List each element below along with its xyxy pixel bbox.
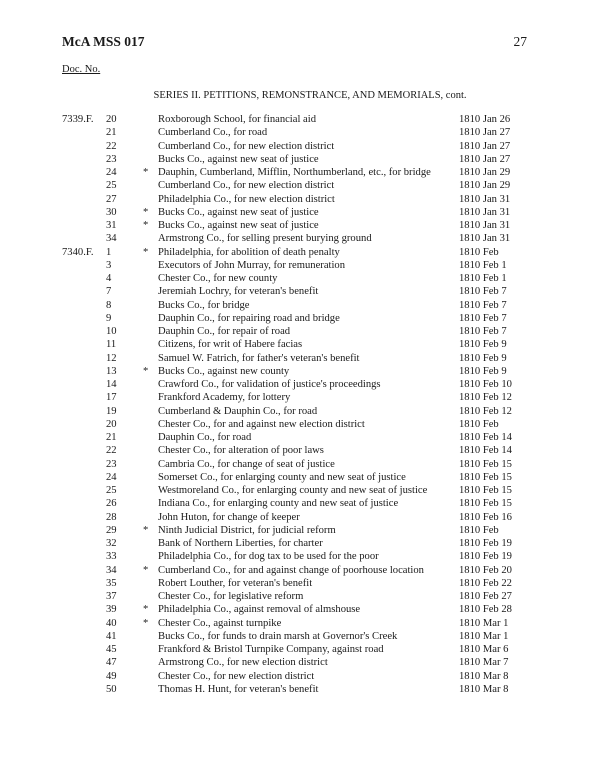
item-number: 13 [106, 365, 117, 377]
item-number: 11 [106, 339, 117, 351]
item-description: Cumberland Co., for road [158, 127, 268, 139]
star-marker: * [143, 564, 149, 576]
list-item [0, 153, 600, 166]
item-description: Thomas H. Hunt, for veteran's benefit [158, 683, 319, 695]
list-item [0, 537, 600, 550]
item-description: Philadelphia Co., for dog tax to be used for the poor [158, 551, 379, 563]
item-description: Westmoreland Co., for enlarging county and new seat of justice [158, 485, 428, 496]
item-description: Bank of Northern Liberties, for charter [158, 538, 323, 549]
item-date: 1810 Feb 14 [459, 432, 512, 443]
item-date: 1810 Feb 19 [459, 538, 512, 549]
item-description: Chester Co., for alteration of poor laws [158, 445, 324, 457]
list-item [0, 325, 600, 338]
item-description: Samuel W. Fatrich, for father's veteran's benefit [158, 352, 360, 364]
item-description: Frankford & Bristol Turnpike Company, against road [158, 644, 384, 655]
list-item [0, 378, 600, 391]
item-date: 1810 Feb 27 [459, 591, 512, 602]
list-item [0, 166, 600, 179]
item-number: 22 [106, 445, 117, 457]
list-item [0, 577, 600, 590]
item-number: 12 [106, 352, 117, 364]
item-date: 1810 Feb 14 [459, 445, 512, 457]
item-number: 31 [106, 220, 117, 231]
item-number: 34 [106, 233, 117, 245]
item-date: 1810 Feb 16 [459, 511, 512, 523]
list-item [0, 140, 600, 153]
item-number: 30 [106, 206, 117, 218]
list-item [0, 431, 600, 444]
list-item [0, 471, 600, 484]
list-item [0, 179, 600, 192]
item-number: 35 [106, 577, 117, 589]
item-number: 20 [106, 418, 117, 430]
item-description: Dauphin Co., for repairing road and bridge [158, 312, 340, 324]
list-item [0, 113, 600, 126]
star-marker: * [143, 524, 149, 536]
list-item [0, 630, 600, 643]
item-date: 1810 Jan 26 [459, 114, 511, 125]
item-date: 1810 Feb 7 [459, 299, 507, 311]
box-prefix: 7340.F. [62, 246, 94, 258]
item-number: 41 [106, 630, 117, 642]
item-description: Cambria Co., for change of seat of justice [158, 458, 335, 470]
item-date: 1810 Feb 15 [459, 458, 512, 470]
item-number: 4 [106, 273, 112, 284]
item-number: 40 [106, 617, 117, 629]
item-number: 21 [106, 127, 117, 139]
list-item [0, 670, 600, 683]
item-description: Citizens, for writ of Habere facias [158, 339, 303, 351]
item-date: 1810 Feb 12 [459, 405, 512, 417]
star-marker: * [143, 220, 149, 231]
list-item [0, 219, 600, 232]
item-date: 1810 Feb 1 [459, 259, 507, 271]
item-date: 1810 Feb 19 [459, 551, 512, 563]
item-description: Bucks Co., for bridge [158, 299, 250, 311]
item-date: 1810 Feb 12 [459, 392, 512, 404]
item-number: 20 [106, 114, 117, 125]
item-description: Armstrong Co., for new election district [158, 657, 328, 669]
item-description: Cumberland Co., for new election district [158, 140, 335, 152]
item-description: Dauphin, Cumberland, Mifflin, Northumberland, etc., for bridge [158, 167, 431, 178]
item-number: 17 [106, 392, 117, 404]
item-number: 29 [106, 524, 117, 536]
item-date: 1810 Jan 27 [459, 127, 511, 139]
item-number: 45 [106, 644, 117, 655]
item-date: 1810 Mar 7 [459, 657, 509, 669]
item-date: 1810 Jan 27 [459, 153, 511, 165]
item-date: 1810 Feb [459, 418, 499, 430]
item-date: 1810 Jan 31 [459, 233, 511, 245]
item-description: Dauphin Co., for repair of road [158, 326, 291, 337]
list-item [0, 458, 600, 471]
item-description: Somerset Co., for enlarging county and new seat of justice [158, 471, 406, 483]
item-date: 1810 Mar 1 [459, 617, 509, 629]
item-date: 1810 Jan 31 [459, 193, 511, 205]
item-description: Chester Co., for new county [158, 273, 278, 284]
item-date: 1810 Jan 29 [459, 167, 511, 178]
item-description: Philadelphia Co., against removal of almshouse [158, 604, 361, 616]
item-description: Bucks Co., against new seat of justice [158, 206, 319, 218]
item-description: Jeremiah Lochry, for veteran's benefit [158, 286, 319, 298]
item-date: 1810 Feb 9 [459, 365, 507, 377]
list-item [0, 405, 600, 418]
item-date: 1810 Mar 8 [459, 670, 509, 682]
star-marker: * [143, 604, 149, 616]
list-item [0, 193, 600, 206]
item-description: Bucks Co., for funds to drain marsh at Governor's Creek [158, 630, 398, 642]
item-number: 7 [106, 286, 112, 298]
item-number: 9 [106, 312, 112, 324]
list-item [0, 418, 600, 431]
item-number: 34 [106, 564, 117, 576]
page-number: 27 [513, 34, 527, 49]
item-number: 32 [106, 538, 117, 549]
item-date: 1810 Feb 20 [459, 564, 512, 576]
item-number: 3 [106, 259, 112, 271]
list-item [0, 683, 600, 696]
star-marker: * [143, 167, 149, 178]
item-number: 22 [106, 140, 117, 152]
item-description: Chester Co., for and against new election district [158, 418, 365, 430]
list-item [0, 617, 600, 630]
item-description: Chester Co., for legislative reform [158, 591, 304, 602]
item-description: John Huton, for change of keeper [158, 511, 300, 523]
item-date: 1810 Feb 15 [459, 498, 512, 510]
list-item [0, 246, 600, 259]
item-description: Chester Co., for new election district [158, 670, 315, 682]
list-item [0, 352, 600, 365]
item-date: 1810 Feb 1 [459, 273, 507, 284]
list-item [0, 444, 600, 457]
item-date: 1810 Feb 15 [459, 485, 512, 496]
collection-id: McA MSS 017 [62, 34, 145, 49]
item-date: 1810 Jan 27 [459, 140, 511, 152]
list-item [0, 338, 600, 351]
item-description: Cumberland & Dauphin Co., for road [158, 405, 318, 417]
list-item [0, 206, 600, 219]
list-item [0, 497, 600, 510]
item-date: 1810 Feb 10 [459, 379, 512, 390]
list-item [0, 391, 600, 404]
item-number: 50 [106, 683, 117, 695]
item-description: Bucks Co., against new seat of justice [158, 153, 319, 165]
item-description: Philadelphia Co., for new election district [158, 193, 335, 205]
item-description: Philadelphia, for abolition of death penalty [158, 246, 340, 258]
list-item [0, 285, 600, 298]
list-item [0, 603, 600, 616]
item-number: 33 [106, 551, 117, 563]
item-description: Ninth Judicial District, for judicial reform [158, 524, 336, 536]
list-item [0, 564, 600, 577]
item-date: 1810 Feb [459, 524, 499, 536]
list-item [0, 299, 600, 312]
item-number: 23 [106, 458, 117, 470]
item-number: 24 [106, 471, 117, 483]
item-description: Cumberland Co., for new election district [158, 180, 335, 192]
list-item [0, 511, 600, 524]
item-number: 8 [106, 299, 112, 311]
list-item [0, 590, 600, 603]
item-date: 1810 Feb 28 [459, 604, 512, 616]
item-description: Chester Co., against turnpike [158, 617, 282, 629]
list-item [0, 272, 600, 285]
item-description: Frankford Academy, for lottery [158, 392, 291, 404]
item-date: 1810 Feb [459, 246, 499, 258]
item-description: Armstrong Co., for selling present burying ground [158, 233, 372, 245]
item-date: 1810 Feb 9 [459, 339, 507, 351]
item-number: 25 [106, 485, 117, 496]
item-number: 19 [106, 405, 117, 417]
item-number: 39 [106, 604, 117, 616]
item-description: Dauphin Co., for road [158, 432, 252, 443]
star-marker: * [143, 617, 149, 629]
item-date: 1810 Jan 31 [459, 220, 511, 231]
item-number: 37 [106, 591, 117, 602]
item-description: Bucks Co., against new county [158, 365, 290, 377]
item-date: 1810 Mar 8 [459, 683, 509, 695]
item-description: Indiana Co., for enlarging county and new seat of justice [158, 498, 399, 510]
list-item [0, 550, 600, 563]
list-item [0, 312, 600, 325]
item-date: 1810 Feb 9 [459, 352, 507, 364]
list-item [0, 656, 600, 669]
item-number: 10 [106, 326, 117, 337]
series-title: SERIES II. PETITIONS, REMONSTRANCE, AND MEMORIALS, cont. [153, 90, 467, 101]
item-description: Crawford Co., for validation of justice's proceedings [158, 379, 381, 390]
item-description: Robert Louther, for veteran's benefit [158, 577, 313, 589]
item-date: 1810 Jan 29 [459, 180, 511, 192]
item-number: 24 [106, 167, 117, 178]
list-item [0, 643, 600, 656]
star-marker: * [143, 365, 149, 377]
item-number: 26 [106, 498, 117, 510]
item-number: 49 [106, 670, 117, 682]
star-marker: * [143, 206, 149, 218]
item-description: Executors of John Murray, for remuneration [158, 259, 345, 271]
item-date: 1810 Feb 15 [459, 471, 512, 483]
item-description: Cumberland Co., for and against change of poorhouse location [158, 564, 424, 576]
item-date: 1810 Feb 22 [459, 577, 512, 589]
item-description: Roxborough School, for financial aid [158, 114, 316, 125]
item-number: 21 [106, 432, 117, 443]
item-date: 1810 Feb 7 [459, 326, 507, 337]
item-number: 28 [106, 511, 117, 523]
list-item [0, 524, 600, 537]
star-marker: * [143, 246, 149, 258]
item-date: 1810 Feb 7 [459, 312, 507, 324]
box-prefix: 7339.F. [62, 114, 94, 125]
item-number: 47 [106, 657, 117, 669]
item-date: 1810 Mar 1 [459, 630, 509, 642]
item-description: Bucks Co., against new seat of justice [158, 220, 319, 231]
item-date: 1810 Feb 7 [459, 286, 507, 298]
doc-no-label: Doc. No. [62, 64, 101, 75]
list-item [0, 365, 600, 378]
list-item [0, 126, 600, 139]
document-list [0, 113, 600, 696]
item-number: 14 [106, 379, 117, 390]
item-date: 1810 Jan 31 [459, 206, 511, 218]
list-item [0, 259, 600, 272]
item-number: 25 [106, 180, 117, 192]
list-item [0, 484, 600, 497]
item-number: 23 [106, 153, 117, 165]
item-number: 27 [106, 193, 117, 205]
item-number: 1 [106, 246, 112, 258]
list-item [0, 232, 600, 245]
item-date: 1810 Mar 6 [459, 644, 509, 655]
